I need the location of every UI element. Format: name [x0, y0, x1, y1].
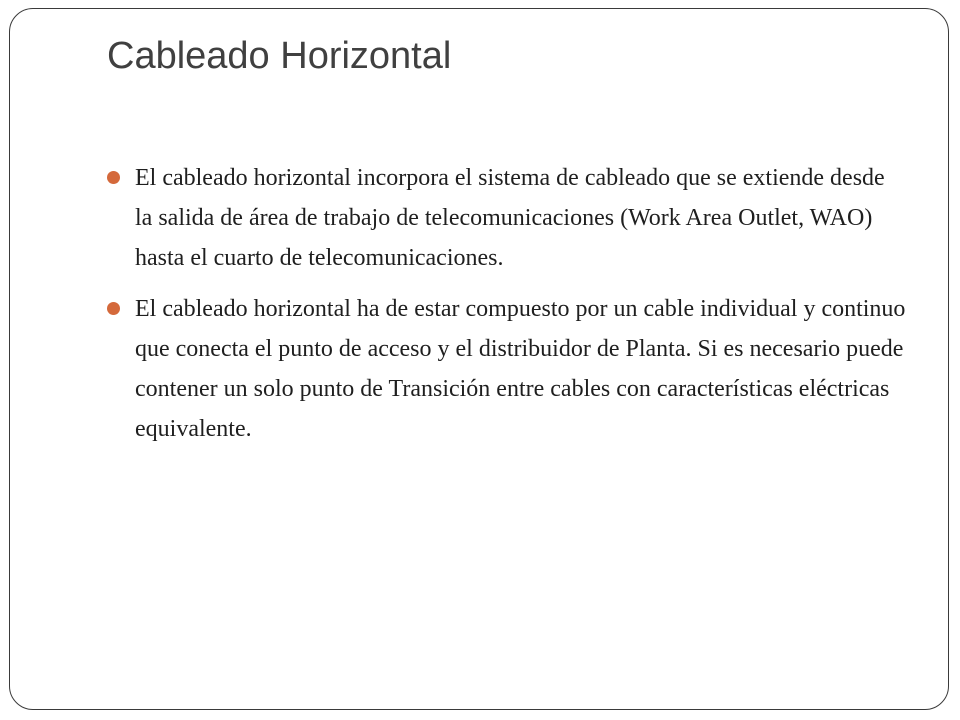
bullet-text: El cableado horizontal ha de estar compuesto por un cable individual y continuo que conecta el punto de acceso y el distribuidor de Planta. Si es necesario puede contener un solo punto de Transición entre cables con características eléctricas equivalente.: [135, 296, 906, 442]
bullet-dot-icon: [107, 171, 120, 184]
bullet-list: [107, 158, 907, 460]
bullet-item: [107, 289, 907, 449]
bullet-text: El cableado horizontal incorpora el sistema de cableado que se extiende desde la salida de área de trabajo de telecomunicaciones (Work Area Outlet, WAO) hasta el cuarto de telecomunicaciones.: [135, 165, 885, 271]
slide-title: Cableado Horizontal: [107, 35, 452, 77]
bullet-item: [107, 158, 907, 278]
bullet-dot-icon: [107, 302, 120, 315]
